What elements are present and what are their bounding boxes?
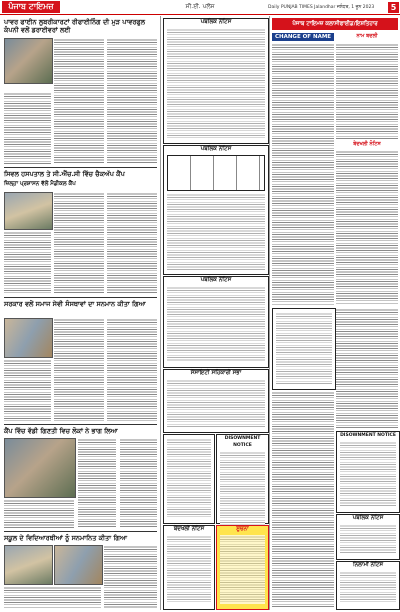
society-notice: [163, 369, 269, 433]
notice-body: [167, 379, 265, 427]
notice-title: ਪਬਲਿਕ ਨੋਟਿਸ: [200, 277, 232, 283]
notice-body: [167, 193, 265, 271]
article-text-3a: [4, 359, 51, 421]
notice-body: [340, 571, 396, 604]
article-text-4a: [78, 438, 116, 528]
column-rule: [269, 16, 270, 610]
news-photo-1: [4, 38, 53, 84]
headline-4: ਕੈਂਪ ਵਿੱਚ ਵੱਡੀ ਗਿਣਤੀ ਵਿਚ ਲੋਕਾਂ ਨੇ ਭਾਗ ਲਿਆ: [4, 427, 118, 435]
notice-title: ਸੋਸਾਇਟੀ ਸਹਿਕਾਰੀ ਸਭਾ: [190, 370, 242, 376]
subheadline-2: ਜ਼ਿਲ੍ਹਾ ਪ੍ਰਸ਼ਾਸਨ ਵੱਲੋਂ ਮੈਡੀਕਲ ਕੈਂਪ: [4, 181, 76, 187]
article-text-1c: [107, 38, 157, 164]
section-label: ਸੀ.ਈ. ਪਲੱਸ: [185, 3, 215, 10]
notice-title: ਪਬਲਿਕ ਨੋਟਿਸ: [200, 19, 232, 25]
news-photo-2: [4, 192, 53, 230]
notice-body: [167, 286, 265, 362]
classified-list-5: [272, 391, 334, 608]
divider: [4, 167, 157, 168]
article-text-4b: [120, 438, 157, 528]
article-text-5b: [4, 586, 101, 608]
disownment-notice: [216, 434, 269, 524]
notice-body: [276, 312, 332, 384]
article-text-1a: [4, 92, 51, 164]
auction-notice: [336, 561, 400, 610]
news-photo-3: [4, 318, 53, 358]
notice-left-small: [163, 434, 215, 524]
change-of-name-title: CHANGE OF NAME: [272, 33, 334, 41]
notice-body: [167, 28, 265, 138]
classified-banner: ਪੰਜਾਬ ਟਾਇਮਜ਼ ਕਲਾਸੀਫਾਈਡ/ਇਸ਼ਤਿਹਾਰ: [272, 18, 398, 30]
ad-body: [220, 535, 265, 604]
notice-title: ਪਬਲਿਕ ਨੋਟਿਸ: [352, 515, 384, 521]
public-notice-1: [163, 18, 269, 144]
classified-list-3: [336, 150, 398, 305]
classified-list-2: [336, 43, 398, 139]
headline-5: ਸਕੂਲ ਦੇ ਵਿਦਿਆਰਥੀਆਂ ਨੂੰ ਸਨਮਾਨਿਤ ਕੀਤਾ ਗਿਆ: [4, 534, 128, 542]
notice-body: [167, 535, 211, 604]
classified-list-1: [272, 43, 334, 305]
ad-title: ਸੂਚਨਾ: [236, 526, 249, 532]
disown-title-right: ਬੇਦਖਲੀ ਨੋਟਿਸ: [353, 141, 381, 147]
article-text-2b: [54, 192, 104, 293]
notice-body: [220, 451, 265, 525]
headline-2: ਸਿਵਲ ਹਸਪਤਾਲ ਤੇ ਸੀ.ਐੱਚ.ਸੀ ਵਿੱਚ ਚੈਕਅੱਪ ਕੈਂਪ: [4, 170, 125, 178]
page-number: 5: [388, 2, 399, 13]
column-rule: [160, 16, 161, 610]
classified-list-4: [336, 308, 398, 428]
headline-1: ਪਾਵਰ ਫਾਈਨ ਲੁਬਰੀਕਾਰਟਾਂ ਰੀਫਾਈਨਿੰਗ ਦੀ ਮੁੜ ਪਾਵਰਫੁਲ ਕੰਪਨੀ ਵਲੋਂ ਡਰਾਈਵਰਾਂ ਲਈ: [4, 18, 146, 34]
public-notice-3: [163, 276, 269, 368]
disownment-notice-right: [336, 431, 400, 513]
notice-table: [167, 155, 265, 191]
divider: [4, 297, 157, 298]
dateline: Daily PUNJAB TIMES Jalandhar ਜਲੰਧਰ, 1 ਜੂਨ 2023: [268, 5, 375, 10]
notice-body: [167, 438, 211, 518]
notice-title: ਬੇਦਖਲੀ ਨੋਟਿਸ: [173, 526, 205, 532]
article-text-5a: [104, 545, 157, 608]
article-text-1b: [54, 38, 104, 164]
notice-title: DISOWNMENT NOTICE: [340, 433, 396, 438]
divider: [4, 531, 157, 532]
name-change-title: ਨਾਮ ਬਦਲੀ: [356, 33, 378, 39]
divider: [4, 424, 157, 425]
news-photo-5: [4, 545, 53, 585]
notice-title: ਪਬਲਿਕ ਨੋਟਿਸ: [200, 146, 232, 152]
notice-body: [340, 441, 396, 507]
small-notice-box: [272, 308, 336, 390]
public-notice-2: [163, 145, 269, 275]
notice-body: [340, 524, 396, 554]
paper-logo: ਪੰਜਾਬ ਟਾਇਮਜ਼: [2, 1, 60, 13]
article-text-3c: [107, 318, 157, 421]
notice-title: ਨਿਲਾਮੀ ਨੋਟਿਸ: [352, 562, 384, 568]
bedakhli-notice: [163, 525, 215, 610]
notice-title: DISOWNMENT NOTICE: [224, 436, 261, 448]
sponsored-ad: [216, 525, 269, 610]
article-text-2a: [4, 231, 51, 293]
article-text-3b: [54, 318, 104, 421]
headline-3: ਸਰਕਾਰ ਵਲੋਂ ਸਮਾਜ ਸੇਵੀ ਸੰਸਥਾਵਾਂ ਦਾ ਸਨਮਾਨ ਕੀਤਾ ਗਿਆ: [4, 300, 146, 308]
news-photo-6: [54, 545, 103, 585]
news-photo-4: [4, 438, 76, 498]
article-text-4c: [4, 499, 74, 528]
article-text-2c: [107, 192, 157, 293]
public-notice-right: [336, 514, 400, 560]
